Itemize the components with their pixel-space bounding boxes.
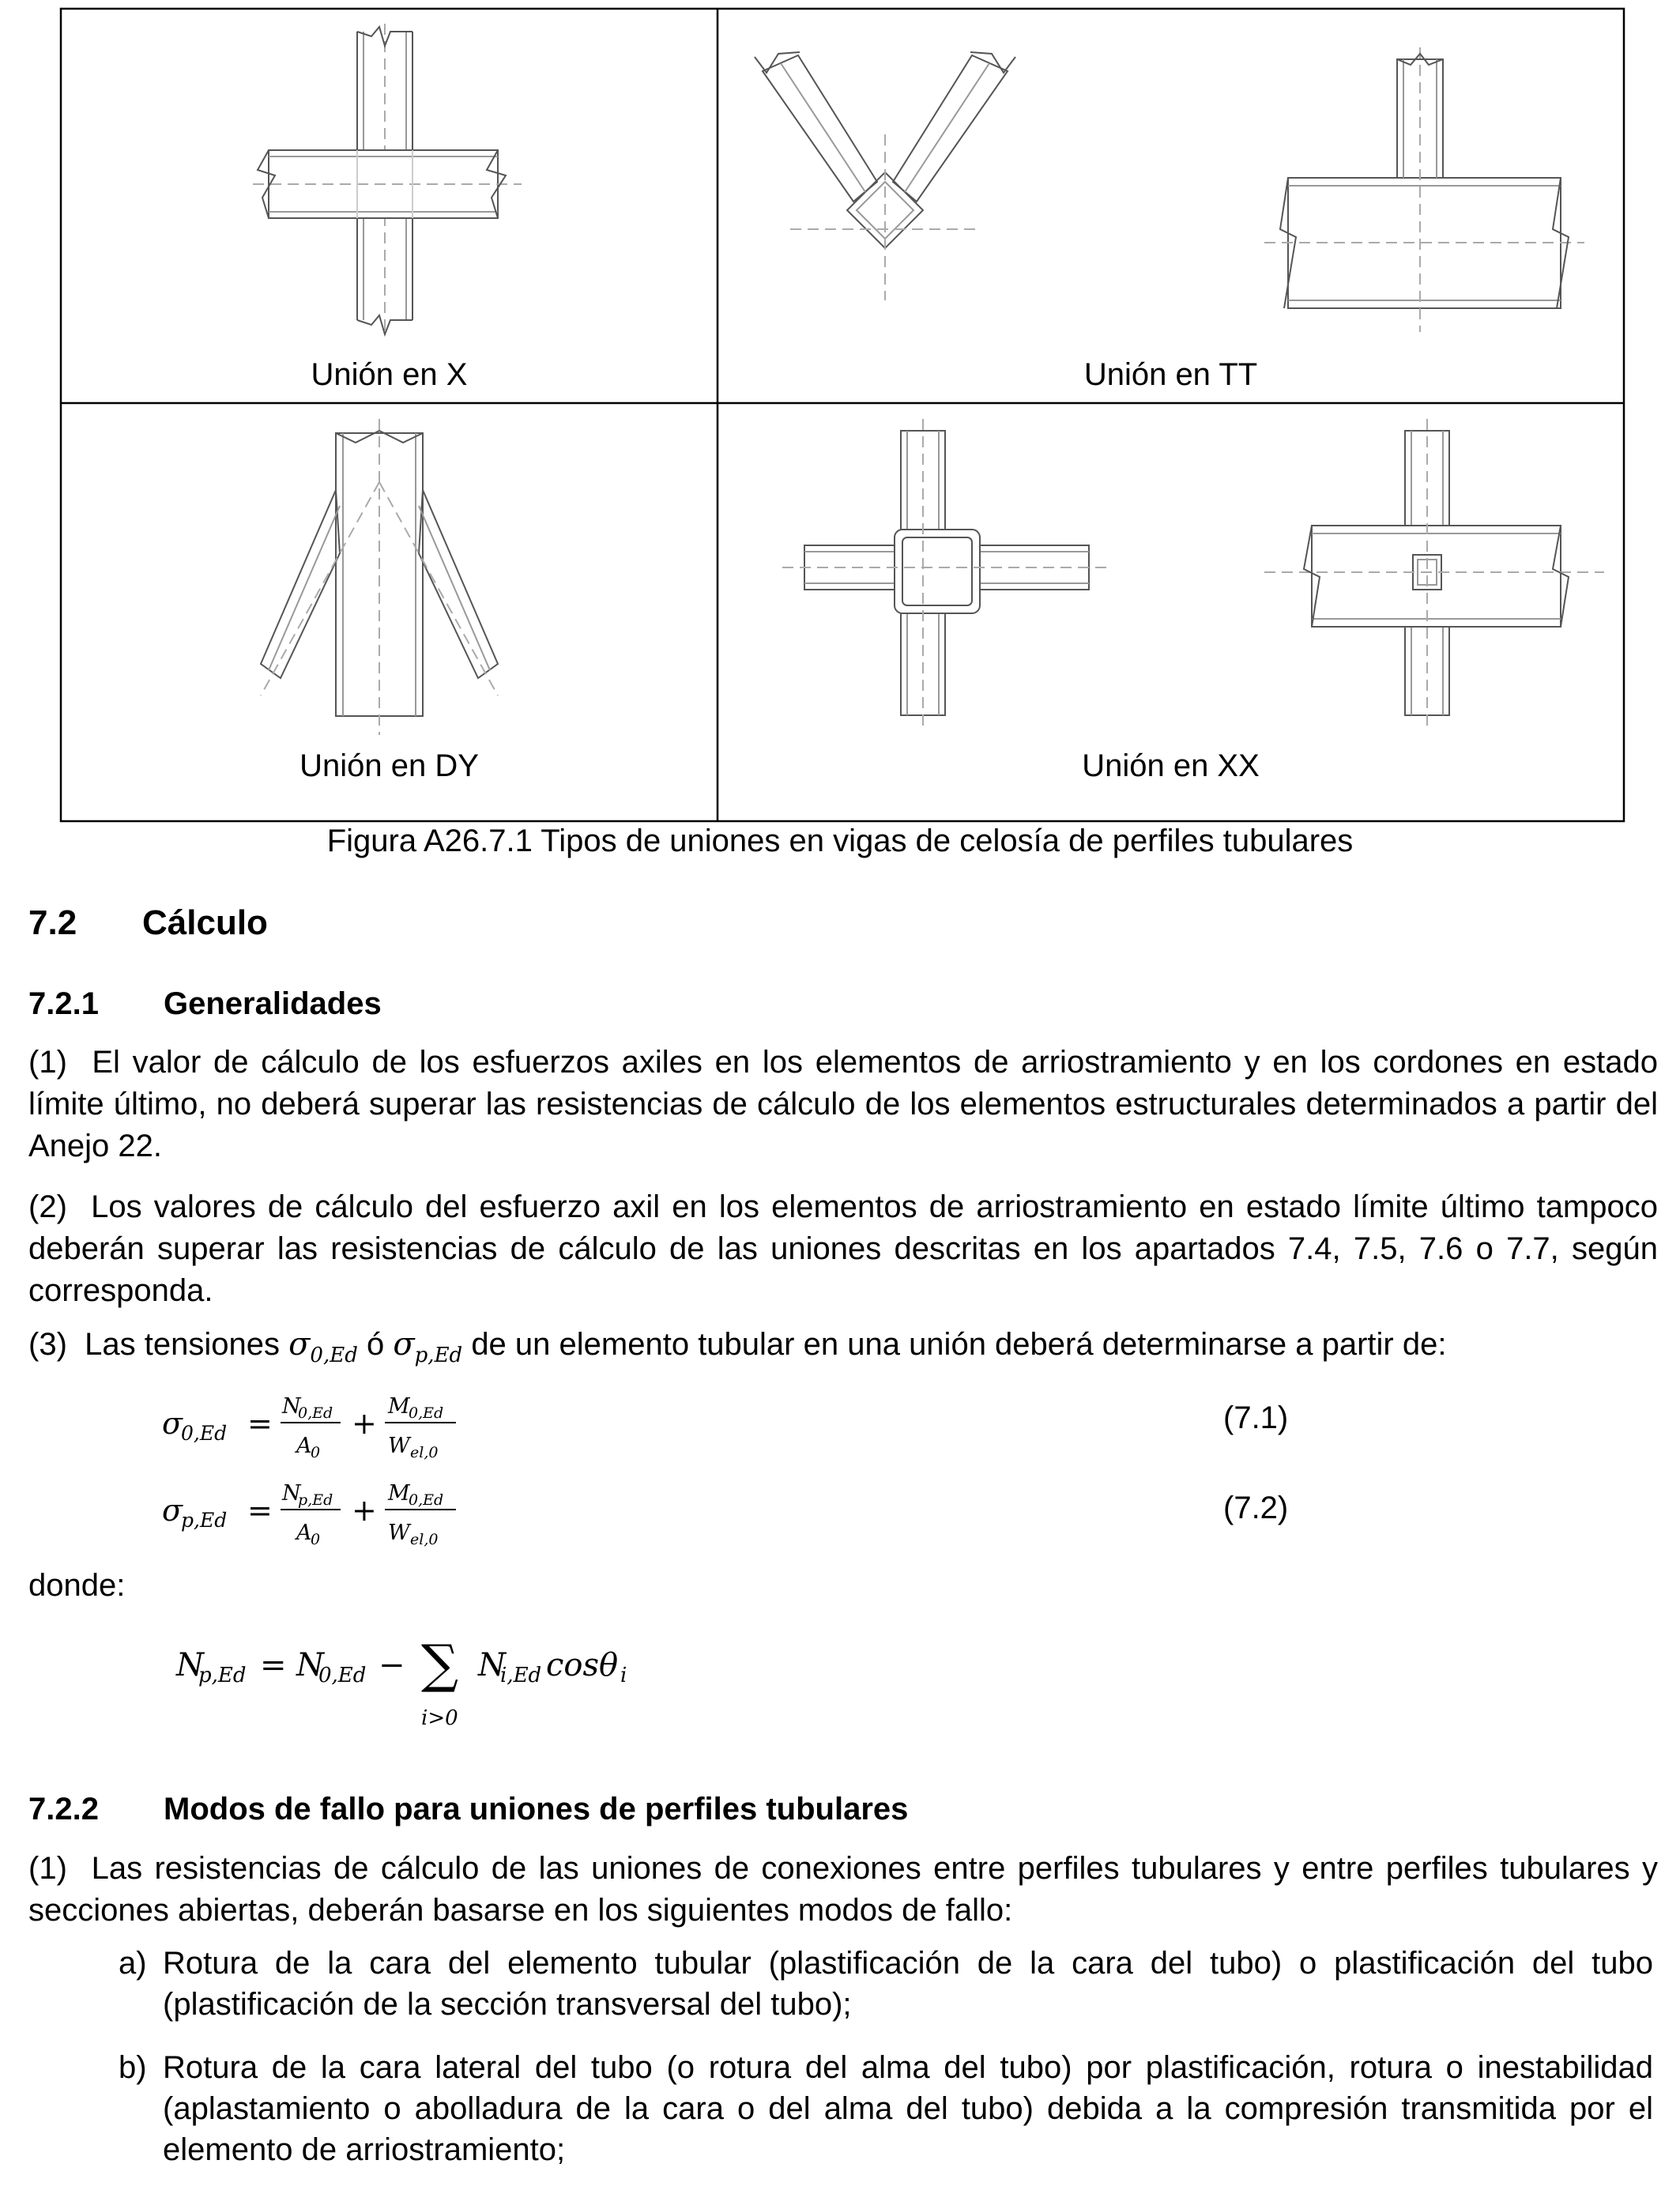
where-label: donde: xyxy=(28,1568,126,1603)
sigma-p-ed-symbol: $\sigma_{p,Ed}$ xyxy=(393,1326,463,1367)
section-title: Cálculo xyxy=(142,903,268,942)
svg-text:+: + xyxy=(352,1493,377,1528)
svg-text:+: + xyxy=(352,1406,377,1441)
paragraph-1-text: El valor de cálculo de los esfuerzos axiles en los elementos de arriostramiento y en los cordones en estado límite último, no deberá superar las resistencias de cálculo de los elementos estructurales determinados a partir del Anejo 22. xyxy=(28,1045,1658,1163)
svg-text:el,0: el,0 xyxy=(410,1531,439,1548)
svg-text:i,Ed: i,Ed xyxy=(500,1664,542,1687)
svg-text:i: i xyxy=(620,1664,627,1687)
svg-text:el,0: el,0 xyxy=(410,1444,439,1461)
svg-text:W: W xyxy=(388,1434,410,1458)
failure-mode-a xyxy=(119,1943,1658,2030)
svg-text:∑: ∑ xyxy=(421,1634,459,1695)
svg-text:A: A xyxy=(296,1434,312,1458)
paragraph-3-text-a: Las tensiones xyxy=(85,1327,280,1362)
subsection-7-2-2-title: Modos de fallo para uniones de perfiles tubulares xyxy=(164,1792,909,1826)
svg-text:i>0: i>0 xyxy=(421,1706,458,1730)
svg-text:N: N xyxy=(282,1481,301,1506)
equation-np-ed xyxy=(170,1628,644,1739)
svg-text:p,Ed: p,Ed xyxy=(198,1664,247,1687)
failure-mode-b-text: Rotura de la cara lateral del tubo (o rotura del alma del tubo) por plastificación, rotura o inestabilidad (aplastamiento o abolladura de la cara o del alma del tubo) debida a la compresión transmitida por el elemento de arriostramiento; xyxy=(163,2050,1653,2167)
svg-text:0,Ed: 0,Ed xyxy=(409,1491,444,1509)
sigma-0-ed-symbol: $\sigma_{0,Ed}$ xyxy=(288,1326,358,1367)
failure-modes-paragraph-label: (1) xyxy=(28,1851,67,1886)
svg-text:N: N xyxy=(478,1647,506,1683)
svg-text:σ: σ xyxy=(162,1406,183,1441)
subsection-7-2-1-title: Generalidades xyxy=(164,986,382,1021)
svg-text:0,Ed: 0,Ed xyxy=(181,1422,228,1445)
subsection-7-2-1-number: 7.2.1 xyxy=(28,986,99,1021)
failure-modes-paragraph xyxy=(28,1848,1658,1932)
paragraph-3 xyxy=(28,1324,1658,1377)
equation-7-2 xyxy=(154,1472,486,1551)
failure-mode-a-label: a) xyxy=(119,1946,147,1981)
union-x-drawing xyxy=(253,24,522,334)
svg-text:cosθ: cosθ xyxy=(546,1647,619,1683)
paragraph-2-text: Los valores de cálculo del esfuerzo axil en los elementos de arriostramiento en estado límite último tampoco deberán superar las resistencias de cálculo de las uniones descritas en los apartados 7.4, 7.5, 7.6 o 7.7, según corresponda. xyxy=(28,1189,1658,1308)
paragraph-2 xyxy=(28,1186,1658,1312)
figure-label-union-x: Unión en X xyxy=(311,357,468,392)
svg-text:−: − xyxy=(379,1647,405,1683)
figure-drawings xyxy=(0,0,1680,830)
union-xx-drawing-a xyxy=(782,419,1106,731)
failure-modes-paragraph-text: Las resistencias de cálculo de las uniones de conexiones entre perfiles tubulares y entre perfiles tubulares y secciones abiertas, deberán basarse en los siguientes modos de fallo: xyxy=(28,1851,1659,1928)
svg-text:p,Ed: p,Ed xyxy=(181,1509,228,1532)
svg-text:0,Ed: 0,Ed xyxy=(409,1404,444,1422)
svg-text:0,Ed: 0,Ed xyxy=(298,1404,333,1422)
svg-text:N: N xyxy=(176,1647,204,1683)
paragraph-3-label: (3) xyxy=(28,1327,67,1362)
paragraph-1-label: (1) xyxy=(28,1045,67,1080)
paragraph-3-or: ó xyxy=(366,1327,385,1362)
subsection-7-2-2-number: 7.2.2 xyxy=(28,1792,99,1826)
equation-7-2-number: (7.2) xyxy=(1223,1491,1289,1525)
figure-label-union-xx: Unión en XX xyxy=(1082,748,1260,783)
svg-text:N: N xyxy=(296,1647,324,1683)
svg-text:M: M xyxy=(388,1481,410,1506)
svg-text:A: A xyxy=(296,1521,312,1545)
failure-mode-b-label: b) xyxy=(119,2050,147,2085)
equation-7-1-number: (7.1) xyxy=(1223,1400,1289,1435)
union-xx-drawing-b xyxy=(1264,419,1604,731)
svg-text:=: = xyxy=(247,1493,273,1528)
svg-text:=: = xyxy=(260,1647,287,1683)
svg-text:0: 0 xyxy=(311,1531,321,1548)
figure-caption: Figura A26.7.1 Tipos de uniones en vigas de celosía de perfiles tubulares xyxy=(326,824,1354,858)
svg-text:0: 0 xyxy=(311,1444,321,1461)
paragraph-2-label: (2) xyxy=(28,1189,67,1224)
union-tt-drawing-a xyxy=(755,52,1015,300)
svg-text:M: M xyxy=(388,1394,410,1419)
svg-text:=: = xyxy=(247,1406,273,1441)
svg-text:p,Ed: p,Ed xyxy=(298,1491,333,1509)
paragraph-1 xyxy=(28,1042,1658,1167)
union-tt-drawing-b xyxy=(1264,47,1584,332)
equation-7-1 xyxy=(154,1385,486,1464)
svg-text:N: N xyxy=(282,1394,301,1419)
svg-text:σ: σ xyxy=(162,1493,183,1528)
figure-label-union-dy: Unión en DY xyxy=(299,748,479,783)
section-number: 7.2 xyxy=(28,903,77,942)
svg-text:0,Ed: 0,Ed xyxy=(318,1664,367,1687)
failure-mode-a-text: Rotura de la cara del elemento tubular (plastificación de la cara del tubo) o plastificación del tubo (plastificación de la sección transversal del tubo); xyxy=(163,1946,1653,2022)
union-dy-drawing xyxy=(261,419,498,735)
svg-text:W: W xyxy=(388,1521,410,1545)
figure-label-union-tt: Unión en TT xyxy=(1083,357,1258,392)
failure-mode-b xyxy=(119,2047,1658,2173)
paragraph-3-text-b: de un elemento tubular en una unión deberá determinarse a partir de: xyxy=(471,1327,1447,1362)
